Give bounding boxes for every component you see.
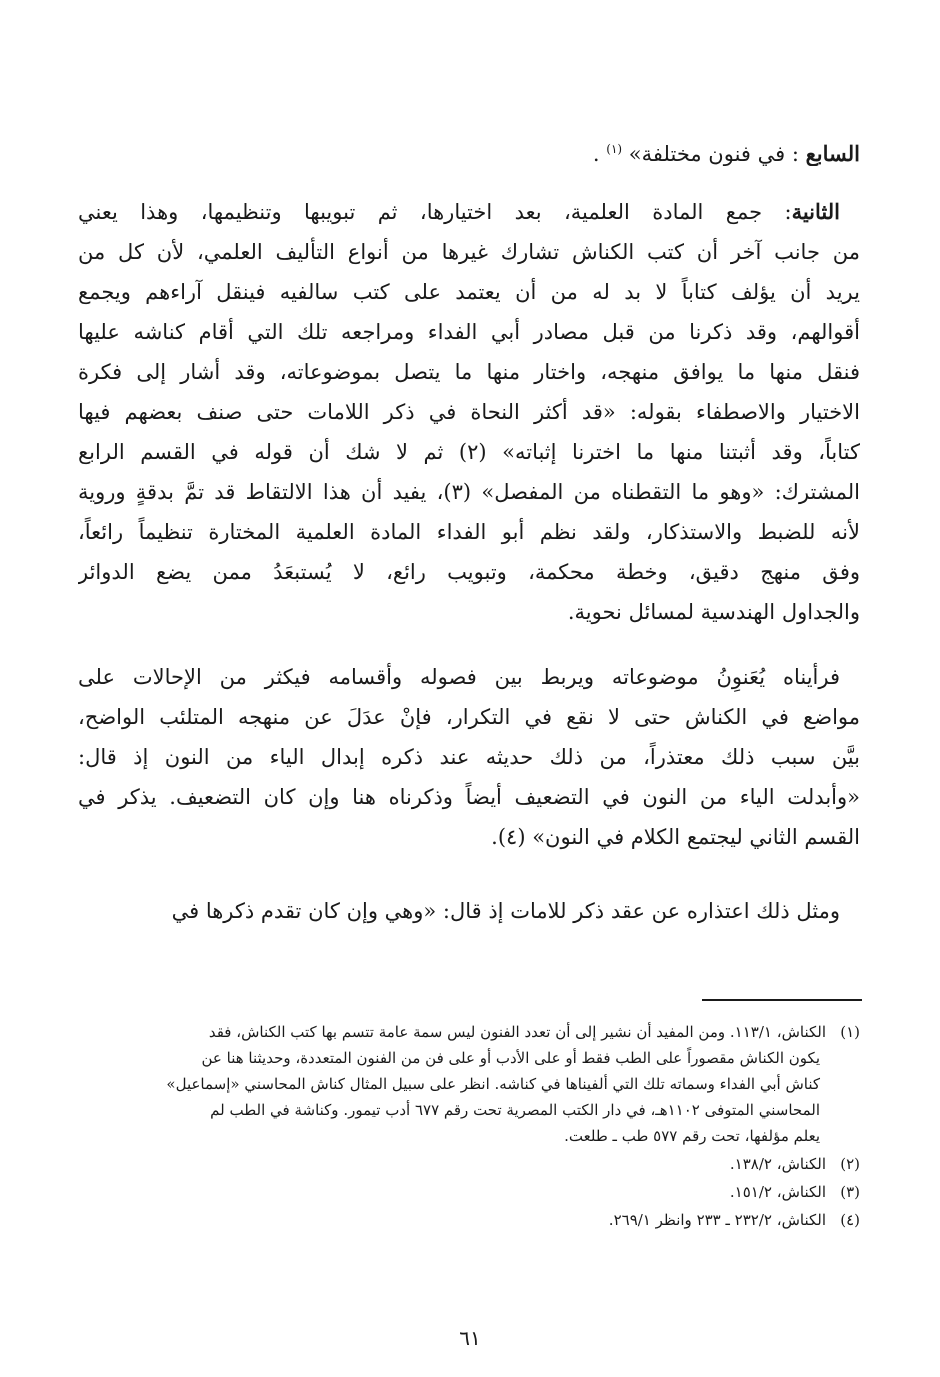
footnote-1-line-4: المحاسني المتوفى ١١٠٢هـ، في دار الكتب المصرية تحت رقم ٦٧٧ أدب تيمور. وكناشة في الطب لم [210, 1101, 820, 1119]
footnote-2-number: (٢) [840, 1155, 860, 1173]
para1-line-4: أقوالهم، وقد ذكرنا من قبل مصادر أبي الفداء ومراجعه تلك التي أقام كناشه عليها [78, 320, 860, 344]
para2-line-1: فرأيناه يُعَنوِنُ موضوعاته ويربط بين فصوله وأقسامه فيكثر من الإحالات على [78, 665, 840, 689]
para1-label: الثانية [791, 199, 840, 224]
para1-line-3: يريد أن يؤلف كتاباً لا بد له من أن يعتمد على كتب سالفيه فينقل آراءهم ويجمع [78, 280, 860, 304]
para1-line-8: المشترك: «وهو ما التقطناه من المفصل» (٣)، يفيد أن هذا الالتقاط قد تمَّ بدقةٍ وروية [78, 480, 860, 504]
para2-line-3: بيَّن سبب ذلك معتذراً، من ذلك حديثه عند ذكره إبدال الياء من النون إذ قال: [78, 745, 860, 769]
heading-line [78, 134, 860, 166]
para3-line-1: ومثل ذلك اعتذاره عن عقد ذكر للامات إذ قال: «وهي وإن كان تقدم ذكرها في [171, 899, 840, 923]
para1-line-5: فنقل منها ما يوافق منهجه، واختار منها ما يتصل بموضوعاته، وقد أشار إلى فكرة [78, 360, 860, 384]
footnote-4 [78, 1209, 860, 1233]
para1-line-6: الاختيار والاصطفاء بقوله: «قد أكثر النحاة في ذكر اللامات حتى صنف بعضهم فيها [78, 400, 860, 424]
footnote-3-text: الكناش، ١٥١/٢. [729, 1183, 826, 1201]
page-number: ٦١ [459, 1326, 481, 1350]
footnote-1-line-3: كناش أبي الفداء وسماته تلك التي ألفيناها في كناشه. انظر على سبيل المثال كناش المحاسني «إسماعيل» [166, 1075, 820, 1093]
footnote-2-text: الكناش، ١٣٨/٢. [729, 1155, 826, 1173]
footnote-3 [78, 1181, 860, 1205]
footnote-1-line-1 [78, 1021, 860, 1045]
para2-line-2: مواضع في الكناش حتى لا نقع في التكرار، فإنْ عدَلَ عن منهجه المتلئب الواضح، [78, 705, 860, 729]
para1-line-1-text: : جمع المادة العلمية، بعد اختيارها، ثم تبويبها وتنظيمها، وهذا يعني [78, 200, 792, 224]
heading-label: السابع [805, 141, 860, 166]
footnote-4-number: (٤) [840, 1211, 860, 1229]
footnote-3-number: (٣) [840, 1183, 860, 1201]
footnote-4-text: الكناش، ٢٣٢/٢ ـ ٢٣٣ وانظر ٢٦٩/١. [608, 1211, 826, 1229]
para1-line-2: من جانب آخر أن كتب الكناش تشارك غيرها من أنواع التأليف العلمي، لأن كل من [78, 240, 860, 264]
para1-line-7: كتاباً، وقد أثبتنا منها ما اخترنا إثباته» (٢) ثم لا شك أن قوله في القسم الرابع [78, 440, 860, 464]
footnote-1-line-2: يكون الكناش مقصوراً على الطب فقط أو على الأدب أو على فن من الفنون المتعددة، وحديثنا هنا عن [201, 1049, 820, 1067]
footnote-separator [702, 999, 862, 1001]
para1-line-11: والجداول الهندسية لمسائل نحوية. [567, 600, 860, 624]
heading-end: . [592, 142, 600, 166]
footnote-ref-1: (١) [606, 142, 623, 156]
footnote-1-number: (١) [840, 1023, 860, 1041]
para2-line-5: القسم الثاني ليجتمع الكلام في النون» (٤). [491, 825, 860, 849]
para2-line-4: «وأبدلت الياء من النون في التضعيف أيضاً وذكرناه هنا وإن كان التضعيف. يذكر في [78, 785, 860, 809]
footnote-1-text: الكناش، ١١٣/١. ومن المفيد أن نشير إلى أن تعدد الفنون ليس سمة عامة تتسم بها كتب الكناش، فقد [208, 1023, 826, 1041]
footnote-2 [78, 1153, 860, 1177]
para1-line-10: وفق منهج دقيق، وخطة محكمة، وتبويب رائع، لا يُستبعَدُ ممن يضع الدوائر [78, 560, 860, 584]
para1-line-9: لأنه للضبط والاستذكار، ولقد نظم أبو الفداء المادة العلمية المختارة تنظيماً رائعاً، [78, 520, 860, 544]
para1-line-1 [78, 197, 840, 229]
footnote-1-line-5: يعلم مؤلفها، تحت رقم ٥٧٧ طب ـ طلعت. [564, 1127, 820, 1145]
heading-text: : في فنون مختلفة» [628, 142, 799, 166]
